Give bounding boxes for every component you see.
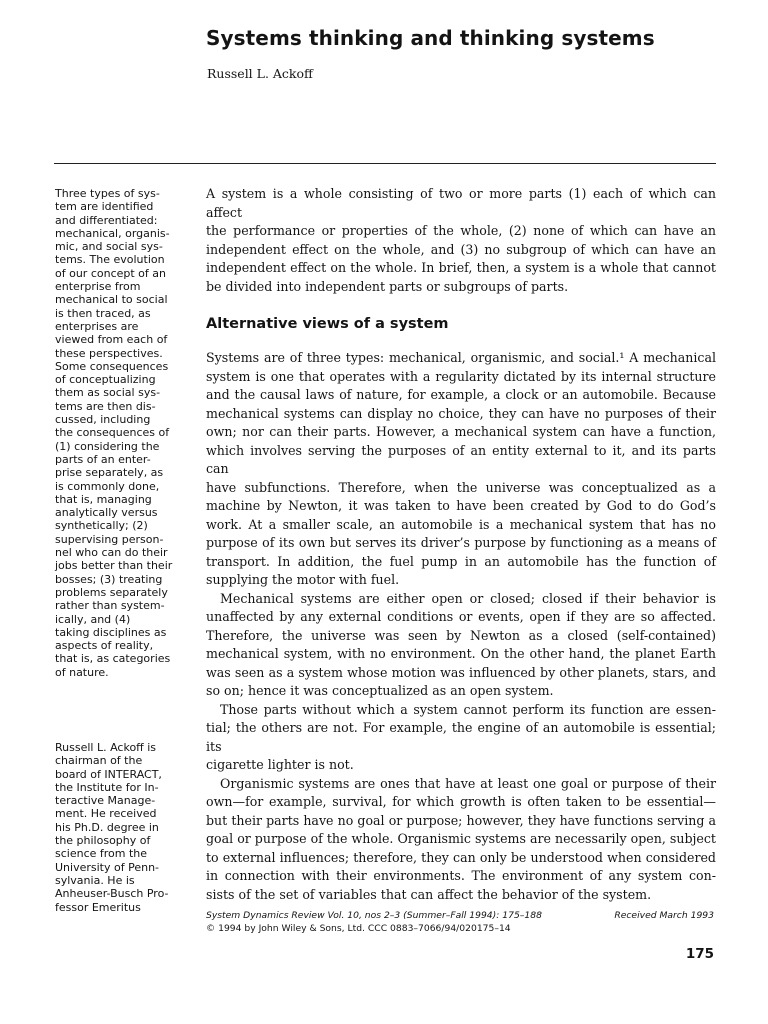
abstract-line: them as social sys- [55, 386, 161, 400]
text-line: own; nor can their parts. However, a mechanical system can have a function, [206, 424, 716, 439]
text-line: Systems are of three types: mechanical, organismic, and social.¹ A mechanical [206, 350, 716, 365]
body-paragraph [206, 590, 716, 701]
abstract-line: tems are then dis- [55, 399, 156, 413]
section-heading: Alternative views of a system [206, 316, 449, 332]
abstract-line: the consequences of [55, 426, 170, 440]
text-line: Organismic systems are ones that have at least one goal or purpose of their [220, 775, 716, 791]
bio-line: Russell L. Ackoff is [55, 741, 157, 754]
page-number: 175 [685, 946, 714, 962]
text-line: to external influences; therefore, they can only be understood when considered [206, 849, 716, 865]
abstract-line: tems. The evolution [55, 253, 165, 267]
bio-line: teractive Manage- [55, 794, 156, 808]
text-line: transport. In addition, the fuel pump in an automobile has the function of [206, 553, 716, 569]
bio-line: University of Penn- [55, 860, 160, 874]
text-line: have subfunctions. Therefore, when the universe was conceptualized as a [206, 479, 716, 495]
text-line: Those parts without which a system cannot perform its function are essen- [220, 701, 716, 717]
body-paragraph [206, 775, 716, 905]
text-line: machine by Newton, it was taken to have been created by God to do God’s [206, 498, 716, 513]
text-line: A system is a whole consisting of two or more parts (1) each of which can affect [206, 186, 716, 220]
bio-line: science from the [55, 847, 148, 861]
text-line: in connection with their environments. The environment of any system con- [206, 868, 716, 883]
text-line: independent effect on the whole. In brief, then, a system is a whole that cannot [206, 260, 716, 275]
article-title: Systems thinking and thinking systems [206, 26, 655, 50]
bio-line: the philosophy of [55, 834, 151, 848]
text-line: system is one that operates with a regularity dictated by its internal structure [206, 368, 716, 384]
text-line: supplying the motor with fuel. [206, 572, 400, 587]
text-line: purpose of its own but serves its driver’s purpose by functioning as a means of [206, 535, 716, 550]
abstract-line: of our concept of an [55, 266, 166, 280]
abstract-line: mechanical, organis- [55, 226, 170, 240]
text-line: unaffected by any external conditions or events, open if they are so affected. [206, 609, 716, 624]
author-name: Russell L. Ackoff [207, 66, 313, 81]
text-line: Therefore, the universe was seen by Newton as a closed (self-contained) [206, 627, 716, 643]
abstract-line: aspects of reality, [55, 639, 154, 653]
abstract-line: of nature. [55, 665, 109, 679]
text-line: but their parts have no goal or purpose; however, they have functions serving a [206, 812, 716, 828]
section-body [206, 349, 716, 904]
received-date: Received March 1993 [614, 910, 714, 921]
abstract-line: cussed, including [55, 413, 151, 427]
text-line: own—for example, survival, for which growth is often taken to be essential— [206, 794, 716, 809]
bio-line: Anheuser-Busch Pro- [55, 887, 169, 901]
abstract-line: Three types of sys- [55, 187, 160, 200]
body-paragraph [206, 701, 716, 775]
abstract-line: nel who can do their [55, 546, 168, 560]
body-paragraph [206, 349, 716, 590]
text-line: sists of the set of variables that can affect the behavior of the system. [206, 886, 652, 902]
text-line: so on; hence it was conceptualized as an open system. [206, 683, 554, 698]
abstract-line: tem are identified [55, 200, 154, 214]
bio-line: board of INTERACT, [55, 767, 162, 781]
bio-line: the Institute for In- [55, 780, 159, 794]
abstract-line: taking disciplines as [55, 625, 167, 639]
abstract-line: analytically versus [55, 506, 158, 520]
text-line: cigarette lighter is not. [206, 757, 354, 772]
abstract-line: that is, as categories [55, 652, 171, 666]
sidebar-author-bio [55, 741, 177, 914]
footer [206, 909, 716, 935]
text-line: and the causal laws of nature, for example, a clock or an automobile. Because [206, 387, 716, 402]
abstract-line: that is, managing [55, 492, 152, 506]
text-line: mechanical systems can display no choice, they can have no purposes of their [206, 405, 716, 421]
abstract-line: ically, and (4) [55, 612, 131, 626]
abstract-line: is commonly done, [55, 479, 160, 493]
header-divider [54, 163, 716, 164]
abstract-line: parts of an enter- [55, 452, 151, 466]
bio-line: sylvania. He is [55, 873, 135, 887]
bio-line: his Ph.D. degree in [55, 820, 159, 834]
abstract-line: mic, and social sys- [55, 240, 163, 254]
abstract-line: jobs better than their [55, 559, 173, 573]
text-line: tial; the others are not. For example, the engine of an automobile is essential; its [206, 720, 716, 754]
text-line: Mechanical systems are either open or closed; closed if their behavior is [220, 590, 716, 606]
abstract-line: is then traced, as [55, 306, 151, 320]
abstract-line: supervising person- [55, 532, 164, 546]
text-line: which involves serving the purposes of an entity external to it, and its parts can [206, 442, 716, 476]
bio-line: chairman of the [55, 754, 143, 768]
abstract-line: problems separately [55, 585, 168, 599]
sidebar-abstract [55, 187, 177, 679]
abstract-line: and differentiated: [55, 213, 158, 227]
bio-line: ment. He received [55, 807, 157, 821]
abstract-line: these perspectives. [55, 346, 163, 360]
text-line: work. At a smaller scale, an automobile is a mechanical system that has no [206, 516, 716, 532]
text-line: was seen as a system whose motion was influenced by other planets, stars, and [206, 664, 716, 680]
abstract-line: mechanical to social [55, 293, 168, 307]
text-line: goal or purpose of the whole. Organismic systems are necessarily open, subject [206, 831, 716, 846]
text-line: independent effect on the whole, and (3) no subgroup of which can have an [206, 241, 716, 257]
text-line: be divided into independent parts or subgroups of parts. [206, 278, 569, 294]
copyright-line: © 1994 by John Wiley & Sons, Ltd. CCC 0883–7066/94/020175–14 [206, 923, 511, 934]
abstract-line: of conceptualizing [55, 373, 156, 387]
text-line: mechanical system, with no environment. On the other hand, the planet Earth [206, 646, 716, 661]
intro-paragraph [206, 185, 716, 296]
bio-line: fessor Emeritus [55, 900, 141, 914]
abstract-line: prise separately, as [55, 466, 164, 480]
abstract-line: rather than system- [55, 599, 165, 613]
journal-citation: System Dynamics Review Vol. 10, nos 2–3 (Summer–Fall 1994): 175–188 [206, 910, 542, 921]
abstract-line: synthetically; (2) [55, 519, 148, 533]
text-line: the performance or properties of the whole, (2) none of which can have an [206, 223, 716, 238]
abstract-line: bosses; (3) treating [55, 572, 163, 586]
abstract-line: viewed from each of [55, 333, 168, 347]
abstract-line: enterprise from [55, 280, 141, 294]
abstract-line: enterprises are [55, 319, 139, 333]
abstract-line: Some consequences [55, 359, 169, 373]
abstract-line: (1) considering the [55, 439, 160, 453]
